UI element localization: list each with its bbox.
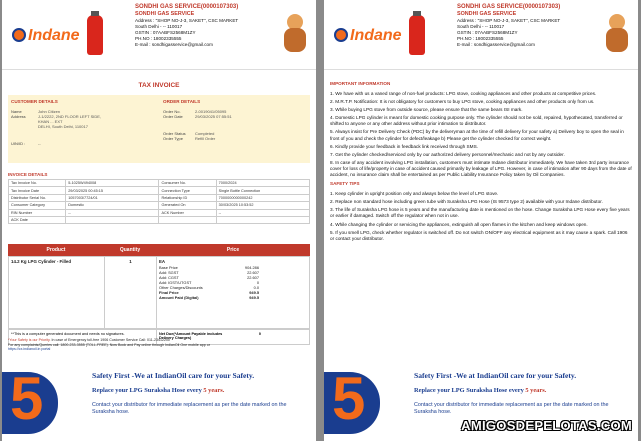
indane-logo: Indane <box>28 27 80 44</box>
net-due-label: Net Due(*Amount Payable includes Delivery Charges) <box>159 332 223 340</box>
table-row <box>9 209 310 216</box>
customer-address-3: DELHI, South Delhi, 110017 <box>38 124 88 129</box>
important-list <box>330 91 632 178</box>
complaints-line: For any complaints/Queries call: 1800-233-3555 (TOLL-FREE). Now Book and Pay online through IndianOil One mobile app or <box>8 342 210 347</box>
table-row <box>9 202 310 209</box>
price-row <box>159 295 307 300</box>
distributor-phone: PH.NO : 18002335555 <box>135 36 182 41</box>
invoice-field-value: -- <box>66 209 159 216</box>
order-details <box>163 99 308 141</box>
price-label: Final Price <box>159 290 179 295</box>
invoice-field-label: Generated On <box>159 202 216 209</box>
banner-headline: Safety First -We at IndianOil care for your Safety. <box>414 371 577 380</box>
address-label: Address <box>11 114 26 119</box>
invoice-field-label: Connection Type <box>159 187 216 194</box>
invoice-field-label: Relationship ID <box>159 194 216 201</box>
invoice-field-label: ACK Number <box>159 209 216 216</box>
portal-link[interactable]: https://cx.indianoil.in portal <box>8 347 51 352</box>
footer-notes <box>8 338 310 352</box>
product-table <box>8 244 310 345</box>
invoice-field-label <box>159 216 216 223</box>
safety-list <box>330 191 632 242</box>
price-value: 949.5 <box>249 295 259 300</box>
distributor-block <box>457 4 597 48</box>
indane-logo: Indane <box>350 27 402 44</box>
list-item: 5. Always insist for Pre Delivery Check (PDC) by the deliveryman at the time of refill delivery for your safety a) Delivery boy to open the seal in front of you and check the cylinder for defect/leakage b) Please get the cylinder checked for correct weight. <box>330 129 624 141</box>
invoice-field-label: Consumer No. <box>159 180 216 187</box>
list-item: 8. In case of any accident involving LPG installation, customers must intimate Indane distributor immediately. We have taken 3rd party insurance cover for loss of life/property in case of accident caused primarily by leakage of LPG. However, in case of intimation after 90 days from the date of accident, no insurance claim shall be entertained as per Public Liability Insurance Policy taken by Oil Companies. <box>330 159 632 178</box>
five-years-number: 5 <box>10 365 44 432</box>
list-item: 2. Replace non standard hose including green tube with Suraksha LPG Hose (IS 9573 type 2) available with your Indane distributor. <box>330 199 603 205</box>
safety-heading: SAFETY TIPS <box>330 181 360 187</box>
distributor-email: E-mail : sondhigasservice@gmail.com <box>457 42 535 47</box>
header-price: Price <box>226 247 240 253</box>
order-date: 29/03/2025 07:55:51 <box>195 114 232 119</box>
invoice-field-value <box>66 216 159 223</box>
distributor-block <box>135 4 275 48</box>
important-heading: IMPORTANT INFORMATION <box>330 81 391 86</box>
distributor-name-short: SONDHI GAS SERVICE <box>457 11 517 17</box>
invoice-field-value: 7000/2024 <box>216 180 309 187</box>
distributor-address: Address : "SHOP NO-J-3, SAKET", CSC MARKET <box>135 18 239 23</box>
product-row <box>8 256 310 329</box>
banner-body: Contact your distributor for immediate replacement as per the date marked on the Suraksha hose. <box>414 402 609 415</box>
price-value: 22.607 <box>247 270 259 275</box>
table-row <box>9 194 310 201</box>
invoice-details-heading: INVOICE DETAILS <box>8 172 48 177</box>
invoice-field-value: 29/03/2025 00:45:15 <box>66 187 159 194</box>
safety-banner <box>324 360 638 441</box>
price-value: 0.0 <box>253 285 259 290</box>
price-label: Add: SGST <box>159 270 179 275</box>
invoice-details <box>8 172 310 224</box>
mascot-icon <box>602 14 632 54</box>
distributor-gstin: GSTIN : 07AABFS2568M1ZY <box>457 30 518 35</box>
price-breakdown <box>157 257 309 328</box>
order-status-label: Order Status <box>163 131 186 136</box>
distributor-city: South Delhi - -- 110017 <box>135 24 183 29</box>
invoice-field-value: 5-1025W494008 <box>66 180 159 187</box>
invoice-field-value: 30/03/2025 10:53:52 <box>216 202 309 209</box>
price-label: Base Price <box>159 265 178 270</box>
five-years-number: 5 <box>332 365 366 432</box>
invoice-field-label: Tax Invoice No. <box>9 180 66 187</box>
header-quantity: Quantity <box>119 247 141 253</box>
list-item: 3. The life of Suraksha LPG hose is 5 years and the manufacturing date is mentioned on the hose. Change Suraksha LPG Hose every five years or earlier if damaged. Switch off the regulator when not in use. <box>330 207 630 219</box>
order-no: 2-0019041/05095 <box>195 109 227 114</box>
product-table-header <box>8 244 310 256</box>
uin-label: UIN/ID : <box>11 141 26 146</box>
list-item: 3. While buying LPG stove from outside source, please ensure that the same bears ISI mark. <box>330 107 523 113</box>
banner-body: Contact your distributor for immediate replacement as per the date marked on the Suraksha hose. <box>92 402 287 415</box>
computer-note: **This is a computer generated document and needs no signatures. <box>9 330 157 344</box>
site-watermark: AMIGOSDEPELOTAS.COM <box>461 418 632 433</box>
invoice-field-label: Tax Invoice Date <box>9 187 66 194</box>
invoice-field-label: RIN Number <box>9 209 66 216</box>
list-item: 5. If you smell LPG, check whether regulator is switched off. Do not switch ON/OFF any electrical equipment as it may cause a spark. Call 1906 or contact your distributor. <box>330 229 628 241</box>
invoice-field-label: Consumer Category <box>9 202 66 209</box>
order-status: Completed <box>195 131 215 136</box>
customer-order-panel <box>8 95 310 163</box>
invoice-header <box>2 0 316 70</box>
customer-details <box>11 99 161 146</box>
customer-heading: CUSTOMER DETAILS <box>11 99 58 104</box>
banner-subline: Replace your LPG Suraksha Hose every 5 years. <box>414 387 547 394</box>
price-value: 904.286 <box>244 265 259 270</box>
list-item: 7. Get the cylinder checked/serviced only by our authorized delivery personnel/mechanic and not by any outsider. <box>330 151 565 157</box>
invoice-field-value <box>216 216 309 223</box>
price-value: 949.5 <box>249 290 259 295</box>
product-quantity: 1 <box>105 257 157 328</box>
lpg-cylinder-icon <box>409 15 425 55</box>
distributor-gstin: GSTIN : 07AABFS2568M1ZY <box>135 30 196 35</box>
invoice-field-value: Single Bottle Connection <box>216 187 309 194</box>
distributor-phone: PH.NO : 18002335555 <box>457 36 504 41</box>
list-item: 2. M.R.T.P. Notification: It is not obligatory for customers to buy LPG stove, cooking appliances and other products only from us. <box>330 99 595 105</box>
list-item: 4. While changing the cylinder or servicing the appliances, extinguish all open flames in the kitchen and keep windows open. <box>330 221 588 227</box>
price-value: 0 <box>256 280 259 285</box>
order-type: Refill Order <box>195 136 216 141</box>
emergency-line: In case of Emergency toll-free 1906 Customer Service Call: 011-23412200 <box>50 338 170 342</box>
invoice-field-label: ACK Date <box>9 216 66 223</box>
invoice-title: TAX INVOICE <box>138 82 180 89</box>
distributor-name: SONDHI GAS SERVICE(0000107303) <box>457 4 561 10</box>
price-value: 22.607 <box>247 275 259 280</box>
order-heading: ORDER DETAILS <box>163 99 201 104</box>
price-label: Amount Paid (Digital) <box>159 295 199 300</box>
distributor-email: E-mail : sondhigasservice@gmail.com <box>135 42 213 47</box>
list-item: 4. Domestic LPG cylinder is meant for domestic cooking purpose only. The cylinder should not be sold, repaired, hypothecated, transferred or shifted to anyone or any other address without prior intimation to distributor. <box>330 115 623 127</box>
indianoil-logo-icon <box>334 28 348 42</box>
product-name: 14.2 Kg LPG Cylinder - Filled <box>9 257 105 328</box>
order-no-label: Order No. <box>163 109 181 114</box>
invoice-field-value: -- <box>216 209 309 216</box>
information-header <box>324 0 638 70</box>
table-row <box>9 216 310 223</box>
name-label: Name <box>11 109 22 114</box>
unit: EA <box>159 259 166 264</box>
table-row <box>9 180 310 187</box>
information-page <box>324 0 638 441</box>
invoice-field-value: 7000000000000242 <box>216 194 309 201</box>
net-due-value: 0 <box>258 332 261 336</box>
safety-banner <box>2 360 316 441</box>
banner-subline: Replace your LPG Suraksha Hose every 5 years. <box>92 387 225 394</box>
customer-address-2: KHAN ... EXT <box>38 119 63 124</box>
list-item: 1. We have with us a vaned range of non-fuel products: LPG stove, cooking appliances and other products at competitive prices. <box>330 91 597 96</box>
distributor-city: South Delhi - -- 110017 <box>457 24 505 29</box>
distributor-name: SONDHI GAS SERVICE(0000107303) <box>135 4 239 10</box>
invoice-field-value: 1057003/7724/01 <box>66 194 159 201</box>
order-date-label: Order Date <box>163 114 183 119</box>
list-item: 6. Kindly provide your feedback in feedback link received through SMS. <box>330 143 478 149</box>
customer-name: John Citizen <box>38 109 61 114</box>
mascot-icon <box>280 14 310 54</box>
price-label: Other Charges/Discounts <box>159 285 203 290</box>
order-type-label: Order Type <box>163 136 183 141</box>
indianoil-logo-icon <box>12 28 26 42</box>
banner-headline: Safety First -We at IndianOil care for your Safety. <box>92 371 255 380</box>
customer-uin: -- <box>38 141 41 146</box>
invoice-field-label: Distributor Serial No. <box>9 194 66 201</box>
information-body <box>330 78 632 244</box>
invoice-page <box>2 0 316 441</box>
price-label: Add: IGST/UTGST <box>159 280 192 285</box>
safety-priority: *Your Safety is our Priority. <box>8 338 51 342</box>
invoice-details-table <box>8 179 310 224</box>
invoice-field-value: Domestic <box>66 202 159 209</box>
header-product: Product <box>46 247 66 253</box>
distributor-address: Address : "SHOP NO-J-3, SAKET", CSC MARKET <box>457 18 561 23</box>
lpg-cylinder-icon <box>87 15 103 55</box>
customer-address-1: J-1/2222, 2ND FLOOR LEFT SIDE, <box>38 114 102 119</box>
list-item: 1. Keep cylinder in upright position only and always below the level of LPG stove. <box>330 191 499 197</box>
price-label: Add: CGST <box>159 275 179 280</box>
table-row <box>9 187 310 194</box>
distributor-name-short: SONDHI GAS SERVICE <box>135 11 195 17</box>
